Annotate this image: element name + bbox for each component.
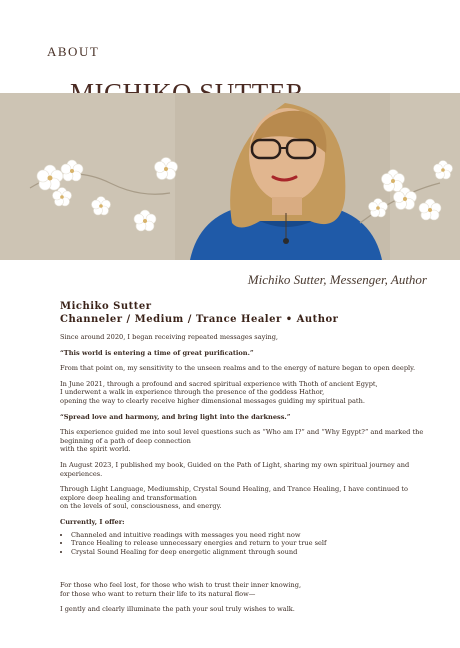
list-item: • Trance Healing to release unnecessary energies and return to your true self [71,539,425,548]
hero-banner [0,93,460,260]
author-name: Michiko Sutter [60,301,152,312]
bio-paragraph: From that point on, my sensitivity to the unseen realms and to the energy of nature began to open deeply. [60,364,416,373]
closing-line: I gently and clearly illuminate the path your soul truly wishes to walk. [60,605,295,614]
list-item: • Crystal Sound Healing for deep energetic alignment through sound [71,548,425,557]
bio-paragraph: In June 2021, through a profound and sacred spiritual experience with Thoth of ancient Egypt, I underwent a walk in experience through the presence of the goddess Hathor, opening the way to clearly receive higher dimensional messages guiding my spiritual path. [60,379,378,405]
about-label: ABOUT [47,44,100,59]
closing-paragraph: For those who feel lost, for those who wish to trust their inner knowing, for those who want to return their life to its natural flow— [60,581,302,598]
bio-paragraph: This experience guided me into soul level questions such as “Who am I?” and “Why Egypt?” and marked the beginning of a path of deep connection with the spirit world. [60,428,424,454]
photo-caption: Michiko Sutter, Messenger, Author [247,272,427,287]
bio-quote: “Spread love and harmony, and bring light into the darkness.” [60,412,291,421]
hero-illustration [0,93,460,260]
bio-paragraph: In August 2023, I published my book, Guided on the Path of Light, sharing my own spiritual journey and experiences. [60,460,410,478]
bio-paragraph: Since around 2020, I began receiving repeated messages saying, [60,333,279,341]
bio-paragraph: Through Light Language, Mediumship, Crystal Sound Healing, and Trance Healing, I have continued to explore deep healing and transformation on the levels of soul, consciousness, and energy. [60,485,409,511]
offers-heading: Currently, I offer: [60,517,125,526]
list-item: • Channeled and intuitive readings with messages you need right now [71,531,425,540]
bio-quote: “This world is entering a time of great purification.” [60,348,254,357]
offers-list [60,531,425,557]
author-roles: Channeler / Medium / Trance Healer • Author [60,314,339,325]
bio-body [60,333,425,621]
